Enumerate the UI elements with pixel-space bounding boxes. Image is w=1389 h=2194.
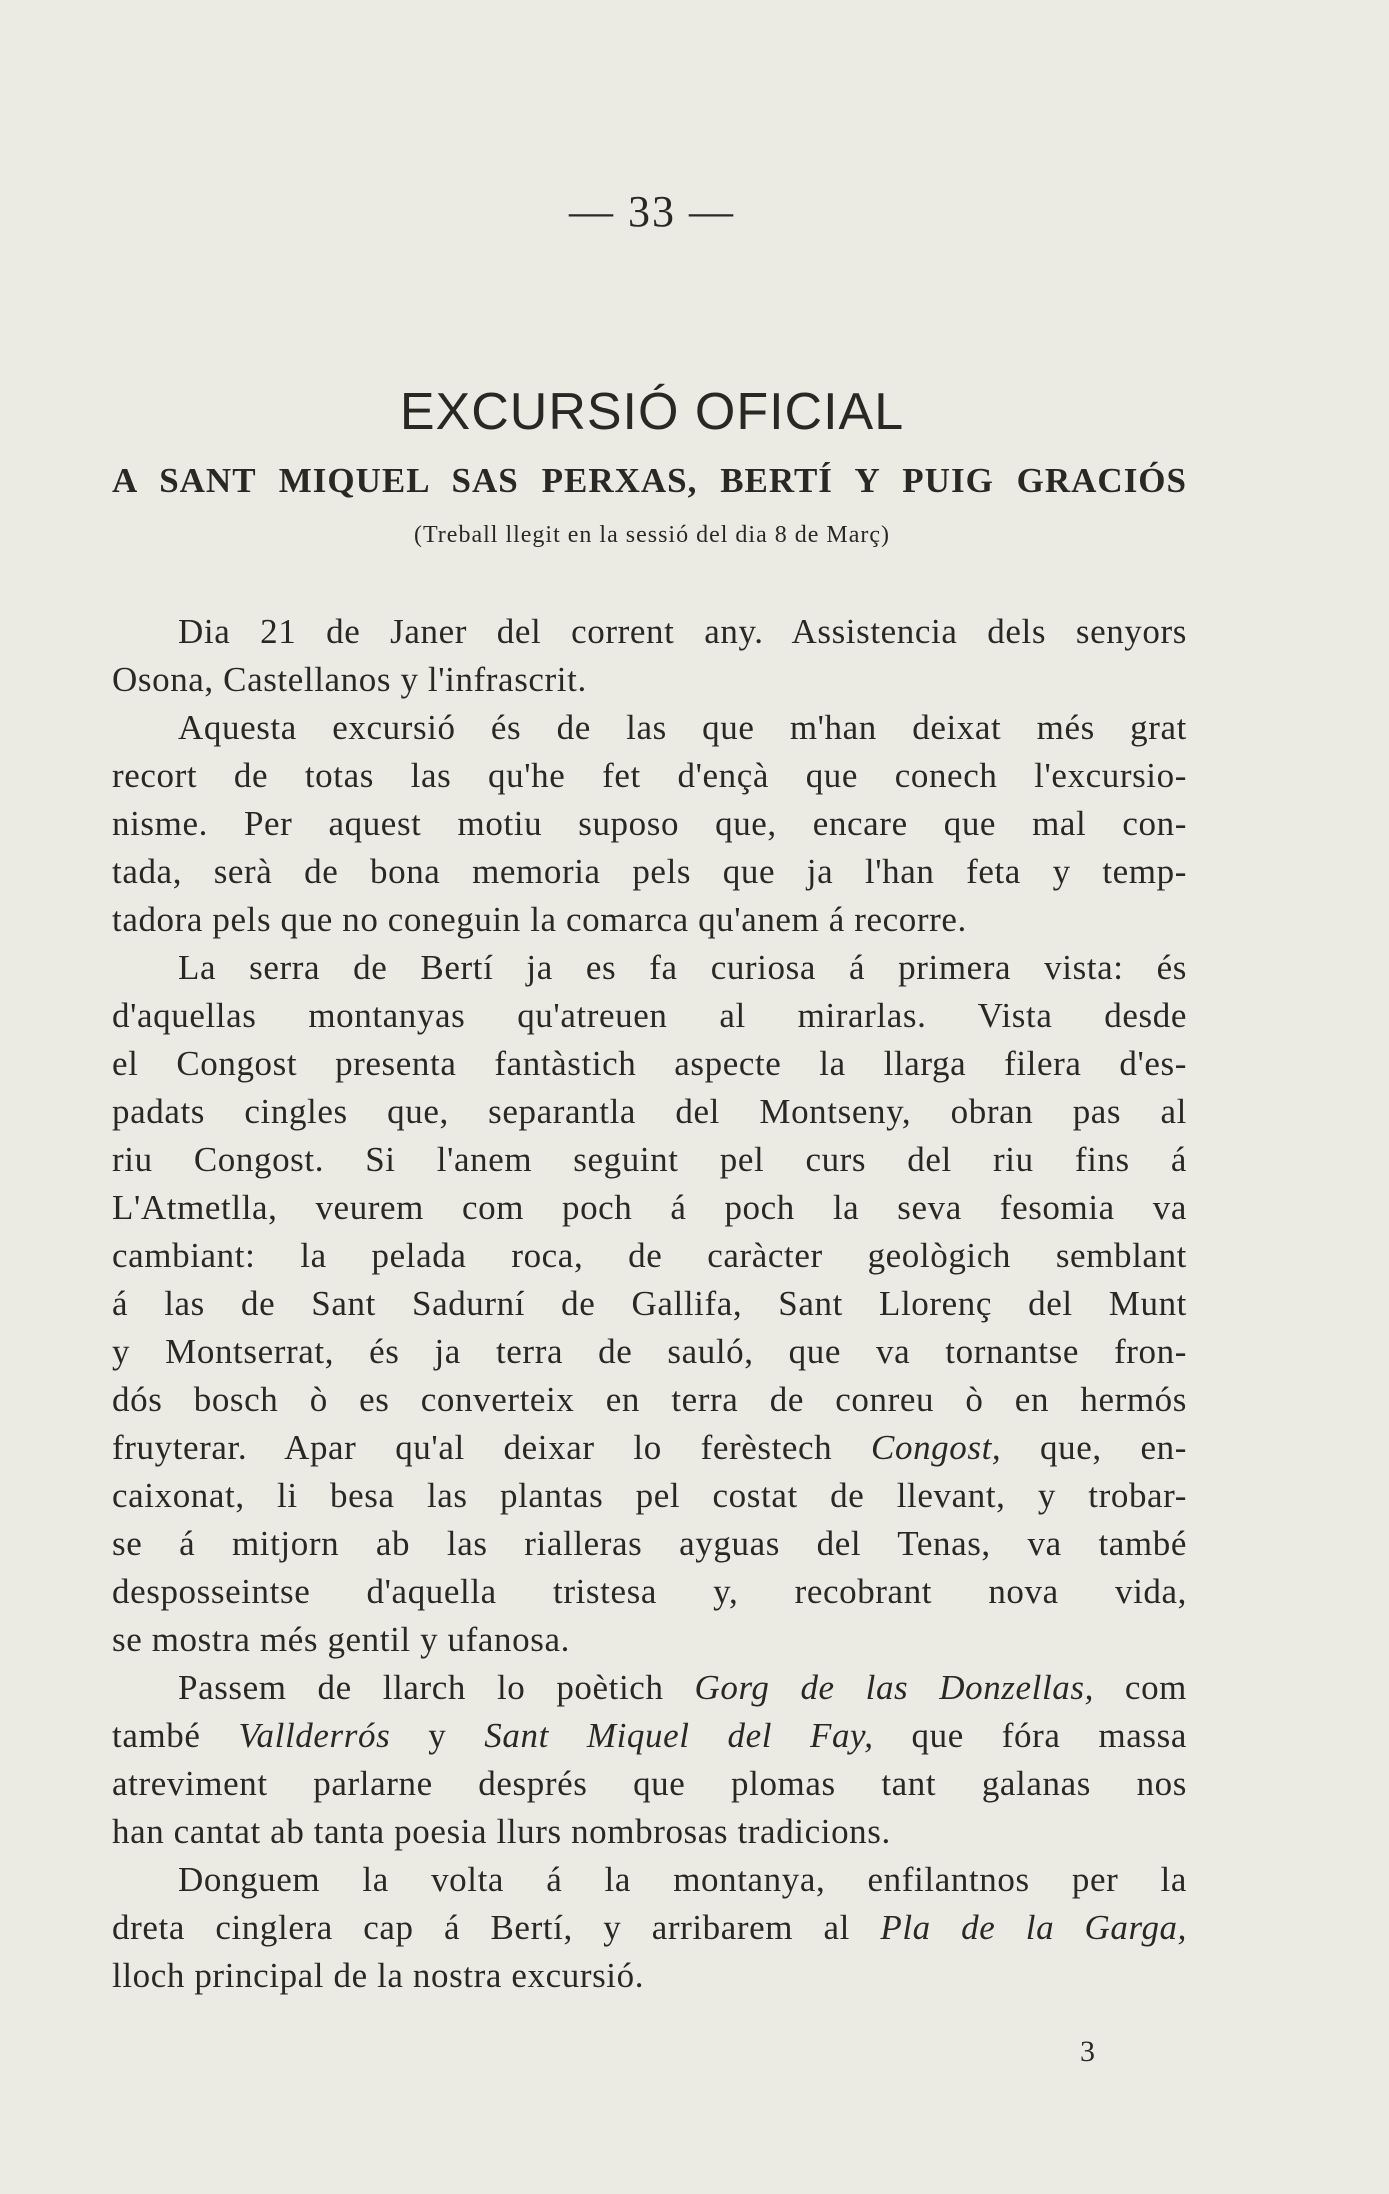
text-line-content: d'aquellas montanyas qu'atreuen al mirarlas. Vista desde bbox=[112, 996, 1187, 1035]
reading-note: (Treball llegit en la sessió del dia 8 de Març) bbox=[414, 522, 890, 548]
text-line bbox=[112, 1088, 1187, 1136]
text-line-content: Donguem la volta á la montanya, enfilantnos per la bbox=[178, 1860, 1187, 1899]
text-line-content: han cantat ab tanta poesia llurs nombrosas tradicions. bbox=[112, 1812, 891, 1851]
text-line bbox=[112, 656, 1187, 704]
text-line bbox=[112, 1904, 1187, 1952]
text-line-content: Osona, Castellanos y l'infrascrit. bbox=[112, 660, 587, 699]
text-line bbox=[112, 896, 1187, 944]
text-line bbox=[112, 1712, 1187, 1760]
italic-place-name: Congost, bbox=[871, 1428, 1002, 1467]
text-line-content: Passem de llarch lo poètich bbox=[178, 1668, 695, 1707]
text-line bbox=[112, 1424, 1187, 1472]
italic-place-name: Pla de la Garga, bbox=[880, 1908, 1188, 1947]
italic-place-name: Gorg de las Donzellas, bbox=[694, 1668, 1094, 1707]
text-line-content: fruyterar. Apar qu'al deixar lo ferèstech bbox=[112, 1428, 872, 1467]
text-line-content: el Congost presenta fantàstich aspecte la llarga filera d'es- bbox=[112, 1044, 1187, 1083]
text-line bbox=[112, 1136, 1187, 1184]
text-line bbox=[112, 1040, 1187, 1088]
text-line bbox=[112, 1856, 1187, 1904]
text-line bbox=[112, 1568, 1187, 1616]
text-line bbox=[112, 704, 1187, 752]
text-line-content: tada, serà de bona memoria pels que ja l'han feta y temp- bbox=[112, 852, 1187, 891]
text-line-content: que, en- bbox=[1001, 1428, 1187, 1467]
text-line bbox=[112, 848, 1187, 896]
text-line bbox=[112, 800, 1187, 848]
text-line bbox=[112, 1280, 1187, 1328]
text-line bbox=[112, 1184, 1187, 1232]
text-line bbox=[112, 1472, 1187, 1520]
text-line-content: cambiant: la pelada roca, de caràcter geològich semblant bbox=[112, 1236, 1187, 1275]
text-line bbox=[112, 1520, 1187, 1568]
text-line bbox=[112, 1952, 1187, 2000]
article-subtitle: A SANT MIQUEL SAS PERXAS, BERTÍ Y PUIG GRACIÓS bbox=[112, 461, 1187, 500]
text-line bbox=[112, 1376, 1187, 1424]
text-line-content: recort de totas las qu'he fet d'ençà que conech l'excursio- bbox=[112, 756, 1187, 795]
italic-place-name: Sant Miquel del Fay, bbox=[484, 1716, 874, 1755]
text-line-content: també bbox=[112, 1716, 239, 1755]
text-line-content: nisme. Per aquest motiu suposo que, encare que mal con- bbox=[112, 804, 1187, 843]
text-line-content: dreta cinglera cap á Bertí, y arribarem al bbox=[112, 1908, 881, 1947]
text-line bbox=[112, 992, 1187, 1040]
text-line-content: atreviment parlarne després que plomas tant galanas nos bbox=[112, 1764, 1187, 1803]
text-line-content: tadora pels que no coneguin la comarca qu'anem á recorre. bbox=[112, 900, 967, 939]
text-line bbox=[112, 1760, 1187, 1808]
text-line bbox=[112, 1328, 1187, 1376]
text-line-content: y bbox=[390, 1716, 485, 1755]
text-line-content: desposseintse d'aquella tristesa y, recobrant nova vida, bbox=[112, 1572, 1187, 1611]
text-line-content: riu Congost. Si l'anem seguint pel curs del riu fins á bbox=[112, 1140, 1187, 1179]
italic-place-name: Vallderrós bbox=[238, 1716, 391, 1755]
text-line-content: lloch principal de la nostra excursió. bbox=[112, 1956, 645, 1995]
text-line bbox=[112, 1664, 1187, 1712]
text-line-content: L'Atmetlla, veurem com poch á poch la seva fesomia va bbox=[112, 1188, 1187, 1227]
article-title: EXCURSIÓ OFICIAL bbox=[399, 383, 905, 441]
text-line bbox=[112, 1232, 1187, 1280]
text-line-content: La serra de Bertí ja es fa curiosa á primera vista: és bbox=[178, 948, 1187, 987]
text-line bbox=[112, 1808, 1187, 1856]
text-line-content: dós bosch ò es converteix en terra de conreu ò en hermós bbox=[112, 1380, 1187, 1419]
text-line-content: padats cingles que, separantla del Montseny, obran pas al bbox=[112, 1092, 1187, 1131]
signature-mark: 3 bbox=[1080, 2035, 1095, 2068]
text-line-content: caixonat, li besa las plantas pel costat de llevant, y trobar- bbox=[112, 1476, 1187, 1515]
text-line-content: que fóra massa bbox=[873, 1716, 1187, 1755]
text-line bbox=[112, 752, 1187, 800]
text-line-content: se á mitjorn ab las rialleras ayguas del Tenas, va també bbox=[112, 1524, 1187, 1563]
text-line-content: Aquesta excursió és de las que m'han deixat més grat bbox=[178, 708, 1187, 747]
text-line-content: á las de Sant Sadurní de Gallifa, Sant Llorenç del Munt bbox=[112, 1284, 1187, 1323]
text-line bbox=[112, 1616, 1187, 1664]
body-text bbox=[112, 608, 1187, 2000]
text-line-content: Dia 21 de Janer del corrent any. Assistencia dels senyors bbox=[178, 612, 1187, 651]
text-line-content: y Montserrat, és ja terra de sauló, que va tornantse fron- bbox=[112, 1332, 1187, 1371]
text-line-content: se mostra més gentil y ufanosa. bbox=[112, 1620, 570, 1659]
text-line bbox=[112, 608, 1187, 656]
text-line-content: com bbox=[1093, 1668, 1187, 1707]
page-number: — 33 — bbox=[569, 187, 735, 236]
text-line bbox=[112, 944, 1187, 992]
